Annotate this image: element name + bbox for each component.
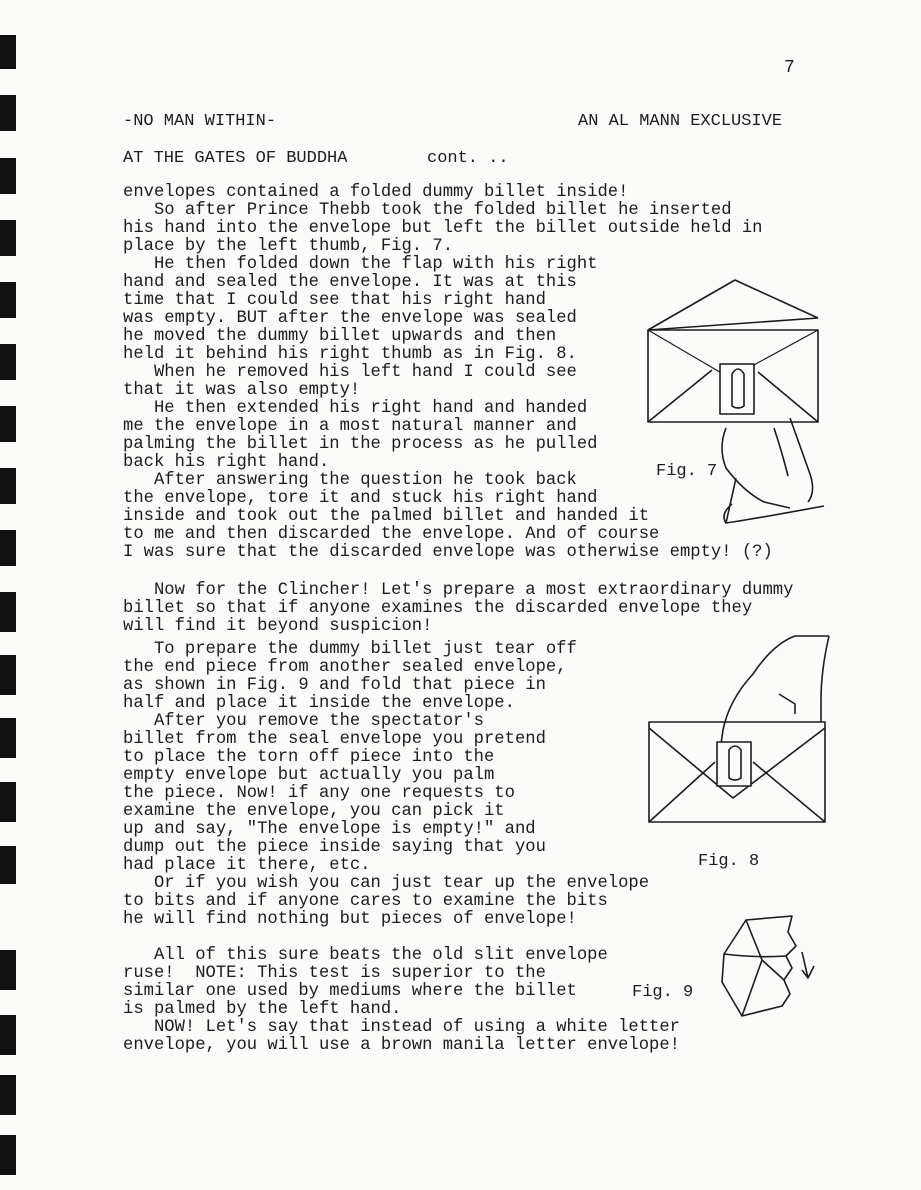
- text-line: envelope, you will use a brown manila letter envelope!: [123, 1036, 680, 1055]
- text-line: up and say, "The envelope is empty!" and: [123, 820, 536, 839]
- text-line: Or if you wish you can just tear up the envelope: [123, 874, 650, 893]
- text-line: to place the torn off piece into the: [123, 748, 495, 767]
- text-line: similar one used by mediums where the billet: [123, 982, 577, 1001]
- text-line: held it behind his right thumb as in Fig. 8.: [123, 345, 577, 364]
- figure-7-envelope-hand: [640, 278, 830, 533]
- text-line: the piece. Now! if any one requests to: [123, 784, 515, 803]
- text-line: hand and sealed the envelope. It was at this: [123, 273, 577, 292]
- text-line: He then extended his right hand and handed: [123, 399, 588, 418]
- text-line: When he removed his left hand I could see: [123, 363, 577, 382]
- text-line: After answering the question he took back: [123, 471, 577, 490]
- text-line: was empty. BUT after the envelope was sealed: [123, 309, 577, 328]
- binding-hole: [0, 1075, 16, 1115]
- text-line: as shown in Fig. 9 and fold that piece in: [123, 676, 546, 695]
- continued-label: cont. ..: [427, 149, 509, 168]
- binding-hole: [0, 1135, 16, 1175]
- text-line: inside and took out the palmed billet and handed it: [123, 507, 650, 526]
- text-line: After you remove the spectator's: [123, 712, 484, 731]
- binding-hole: [0, 406, 16, 442]
- text-line: that it was also empty!: [123, 381, 361, 400]
- binding-hole: [0, 718, 16, 758]
- binding-hole: [0, 1015, 16, 1055]
- binding-hole: [0, 655, 16, 695]
- binding-hole: [0, 220, 16, 256]
- binding-hole: [0, 344, 16, 380]
- figure-9-folded-piece: [716, 912, 826, 1022]
- text-line: Now for the Clincher! Let's prepare a most extraordinary dummy: [123, 581, 794, 600]
- text-line: So after Prince Thebb took the folded billet he inserted: [123, 201, 732, 220]
- binding-hole: [0, 592, 16, 632]
- text-line: back his right hand.: [123, 453, 330, 472]
- text-line: me the envelope in a most natural manner and: [123, 417, 577, 436]
- text-line: NOW! Let's say that instead of using a white letter: [123, 1018, 680, 1037]
- text-line: the end piece from another sealed envelope,: [123, 658, 567, 677]
- binding-hole: [0, 95, 16, 131]
- binding-strip: [0, 0, 22, 1190]
- text-line: is palmed by the left hand.: [123, 1000, 402, 1019]
- text-line: will find it beyond suspicion!: [123, 617, 433, 636]
- text-line: to bits and if anyone cares to examine the bits: [123, 892, 608, 911]
- figure-7-caption: Fig. 7: [656, 462, 718, 481]
- binding-hole: [0, 35, 16, 69]
- figure-8-caption: Fig. 8: [698, 852, 760, 871]
- text-line: to me and then discarded the envelope. And of course: [123, 525, 660, 544]
- text-line: place by the left thumb, Fig. 7.: [123, 237, 454, 256]
- binding-hole: [0, 950, 16, 990]
- text-line: he moved the dummy billet upwards and then: [123, 327, 557, 346]
- binding-hole: [0, 846, 16, 884]
- text-line: the envelope, tore it and stuck his right hand: [123, 489, 598, 508]
- text-line: palming the billet in the process as he pulled: [123, 435, 598, 454]
- text-line: examine the envelope, you can pick it: [123, 802, 505, 821]
- text-line: All of this sure beats the old slit envelope: [123, 946, 608, 965]
- text-line: empty envelope but actually you palm: [123, 766, 495, 785]
- header-right: AN AL MANN EXCLUSIVE: [578, 112, 783, 131]
- text-line: He then folded down the flap with his right: [123, 255, 598, 274]
- text-line: his hand into the envelope but left the billet outside held in: [123, 219, 763, 238]
- text-line: half and place it inside the envelope.: [123, 694, 515, 713]
- text-line: billet from the seal envelope you pretend: [123, 730, 546, 749]
- text-line: dump out the piece inside saying that you: [123, 838, 546, 857]
- page-number: 7: [784, 58, 795, 78]
- binding-hole: [0, 782, 16, 822]
- text-line: To prepare the dummy billet just tear off: [123, 640, 577, 659]
- text-line: time that I could see that his right hand: [123, 291, 546, 310]
- binding-hole: [0, 282, 16, 318]
- text-line: ruse! NOTE: This test is superior to the: [123, 964, 546, 983]
- text-line: he will find nothing but pieces of envelope!: [123, 910, 577, 929]
- article-title: AT THE GATES OF BUDDHA: [123, 149, 348, 168]
- binding-hole: [0, 158, 16, 194]
- text-line: had place it there, etc.: [123, 856, 371, 875]
- binding-hole: [0, 468, 16, 504]
- header-left: -NO MAN WITHIN-: [123, 112, 277, 131]
- text-line: billet so that if anyone examines the discarded envelope they: [123, 599, 753, 618]
- text-line: I was sure that the discarded envelope was otherwise empty! (?): [123, 543, 773, 562]
- figure-8-envelope-hand: [645, 630, 830, 830]
- figure-9-caption: Fig. 9: [632, 983, 694, 1002]
- binding-hole: [0, 530, 16, 566]
- text-line: envelopes contained a folded dummy billet inside!: [123, 183, 629, 202]
